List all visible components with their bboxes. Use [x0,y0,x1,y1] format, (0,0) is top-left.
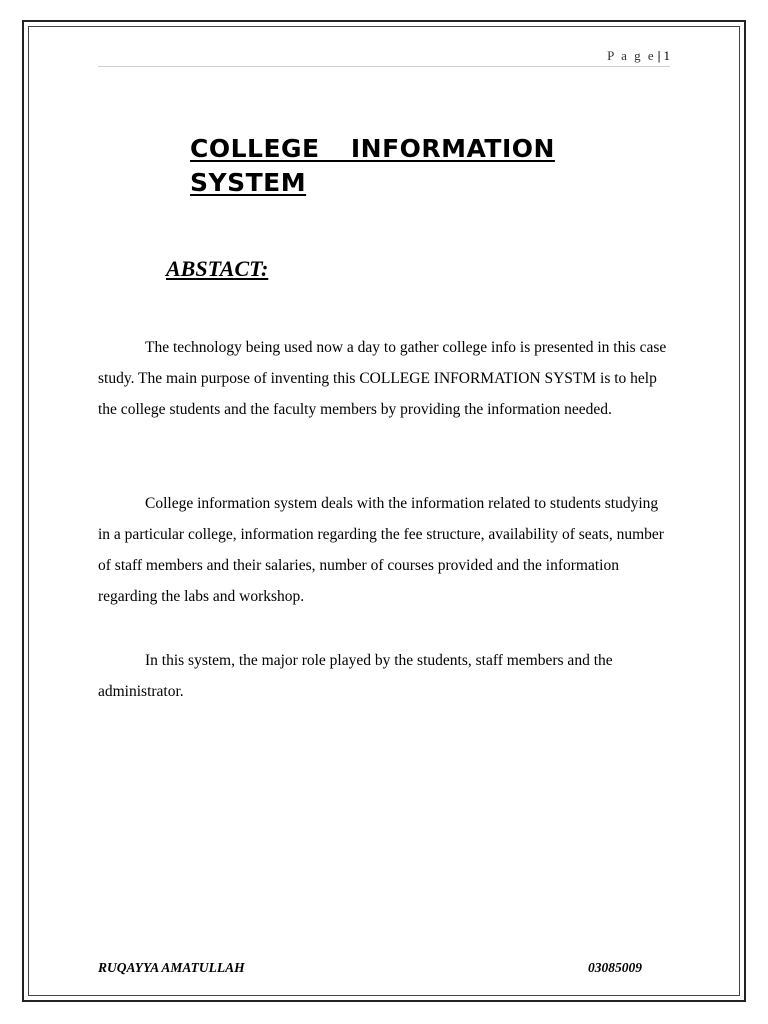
document-title-text: COLLEGE INFORMATION SYSTEM [190,134,555,197]
page-header [98,44,670,67]
page-separator: | [657,48,661,63]
page-label: P a g e [607,48,656,63]
abstract-heading: ABSTACT: [166,256,269,281]
page-number-label [607,48,670,64]
footer-author: RUQAYYA AMATULLAH [98,960,245,975]
abstract-paragraph-3: In this system, the major role played by the students, staff members and the administrator. [98,652,613,700]
page-number: 1 [663,48,670,63]
abstract-paragraph-2: College information system deals with the information related to students studying in a particular college, information regarding the fee structure, availability of seats, number of staff members and their salaries, number of courses provided and the information regarding the labs and workshop. [98,495,664,605]
document-title [190,132,610,200]
footer-id-number: 03085009 [588,960,642,975]
abstract-paragraph-1: The technology being used now a day to gather college info is presented in this case study. The main purpose of inventing this COLLEGE INFORMATION SYSTM is to help the college students and the faculty members by providing the information needed. [98,339,667,418]
